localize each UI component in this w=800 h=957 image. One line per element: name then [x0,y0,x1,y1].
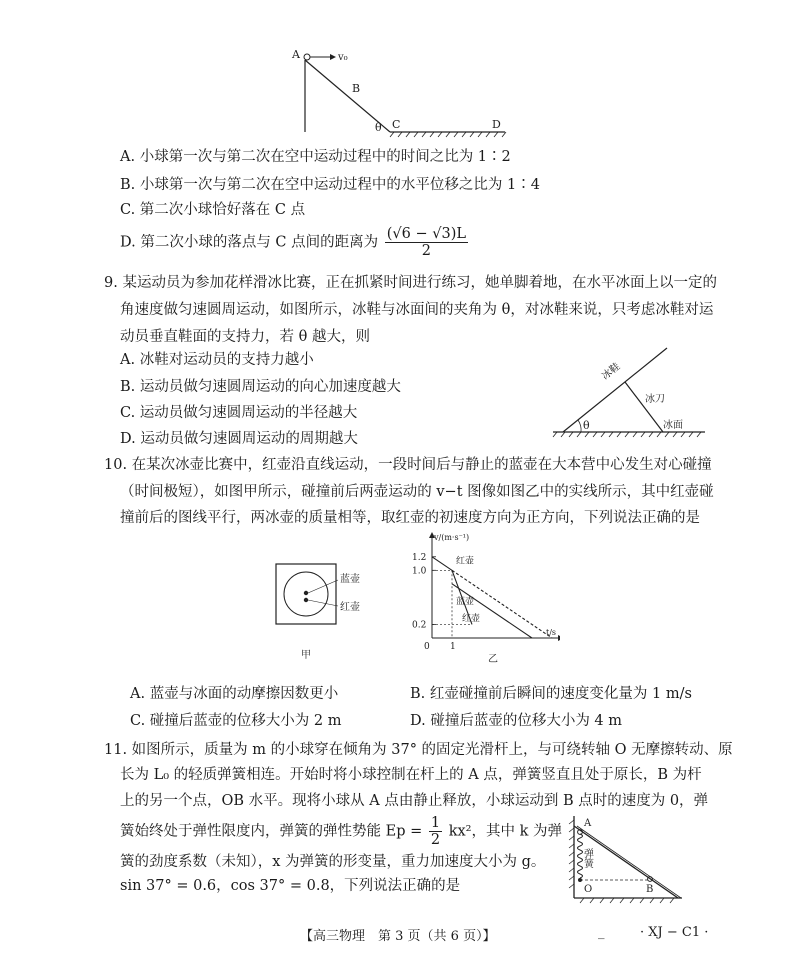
series-line-2 [452,584,532,638]
q10-jia-label-red: 红壶 [340,602,360,613]
page-footer-dash: _ [598,925,605,940]
q10-yi-caption: 乙 [488,654,498,665]
q10-stem-line2: （时间极短），如图甲所示，碰撞前后两壶运动的 v−t 图像如图乙中的实线所示，其中红壶碰 [120,484,714,500]
q10-option-a: A. 蓝壶与冰面的动摩擦因数更小 [130,686,339,702]
q11-line4-fraction [429,815,442,848]
q10-option-b: B. 红壶碰撞前后瞬间的速度变化量为 1 m/s [410,686,692,702]
q10-stem-line3: 撞前后的图线平行，两冰壶的质量相等，取红壶的初速度方向为正方向，下列说法正确的是 [120,510,700,526]
q8-label-a: A [292,48,300,61]
annotation-blue: 蓝壶 [456,597,475,608]
q11-fraction-numerator: 1 [430,815,441,831]
q9-label-skate: 冰鞋 [599,361,623,383]
q9-option-c: C. 运动员做匀速圆周运动的半径越大 [120,405,358,421]
y-tick-label: 1.0 [412,566,427,577]
q8-label-c: C [392,118,401,131]
q11-stem-line5: 簧的劲度系数（未知），x 为弹簧的形变量，重力加速度大小为 g。 [120,854,546,870]
q11-line4-prefix: 簧始终处于弹性限度内，弹簧的弹性势能 Ep = [120,823,423,840]
x-tick-label: 0 [424,642,430,652]
q8-label-d: D [492,118,501,131]
q11-line4-suffix: kx²，其中 k 为弹 [448,823,562,840]
q8-label-b: B [352,82,361,95]
q10-jia-label-blue: 蓝壶 [340,574,360,585]
y-axis-label: v/(m·s⁻¹) [434,533,470,542]
q10-stem-line1: 10. 在某次冰壶比赛中，红壶沿直线运动，一段时间后与静止的蓝壶在大本营中心发生对心碰撞 [104,457,712,473]
q9-option-a: A. 冰鞋对运动员的支持力越小 [120,352,314,368]
q9-label-ice: 冰面 [663,420,683,431]
q11-label-b: B [646,884,654,895]
q8-figure [290,42,520,142]
q9-stem-line1: 9. 某运动员为参加花样滑冰比赛，正在抓紧时间进行练习，她单脚着地，在水平冰面上以一定的 [104,275,717,291]
q9-label-blade: 冰刀 [645,394,665,405]
q8-option-d-prefix: D. 第二次小球的落点与 C 点间的距离为 [120,234,379,251]
page-footer-center: 【高三物理 第 3 页（共 6 页）】 [300,929,496,944]
q11-fraction-denominator: 2 [430,832,441,848]
q11-stem-line6: sin 37° = 0.6，cos 37° = 0.8，下列说法正确的是 [120,878,461,894]
q8-option-a: A. 小球第一次与第二次在空中运动过程中的时间之比为 1∶2 [120,149,511,165]
q11-figure [560,812,690,907]
page-footer-right: · XJ − C1 · [640,925,709,940]
q8-label-v0: v₀ [338,52,348,63]
q11-label-o: O [584,884,593,895]
q10-vt-chart [410,530,560,665]
y-tick-label: 0.2 [412,620,427,631]
q11-stem-line4 [120,815,562,848]
q9-option-b: B. 运动员做匀速圆周运动的向心加速度越大 [120,379,401,395]
q9-figure [545,340,715,445]
q9-stem-line3: 动员垂直鞋面的支持力，若 θ 越大，则 [120,329,370,345]
q8-option-d-numerator: (√6 − √3)L [386,226,466,242]
q11-label-spring: 弹簧 [581,848,593,868]
q8-option-b: B. 小球第一次与第二次在空中运动过程中的水平位移之比为 1∶4 [120,177,540,193]
q11-stem-line1: 11. 如图所示，质量为 m 的小球穿在倾角为 37° 的固定光滑杆上，与可绕转轴 O 无摩擦转动、原 [104,742,733,758]
q10-option-d: D. 碰撞后蓝壶的位移大小为 4 m [410,713,623,729]
q11-stem-line2: 长为 L₀ 的轻质弹簧相连。开始时将小球控制在杆上的 A 点，弹簧竖直且处于原长，B 为杆 [120,767,702,783]
q11-stem-line3: 上的另一个点，OB 水平。现将小球从 A 点由静止释放，小球运动到 B 点时的速度为 0，弹 [120,793,709,809]
q8-option-d [120,226,470,259]
x-tick-label: 1 [450,642,456,652]
q8-label-theta: θ [375,121,382,134]
x-axis-arrow [558,635,560,641]
q9-stem-line2: 角速度做匀速圆周运动，如图所示，冰鞋与冰面间的夹角为 θ，对冰鞋来说，只考虑冰鞋对运 [120,302,714,318]
q8-option-d-fraction [385,226,468,259]
q11-label-a: A [584,818,592,829]
q9-option-d: D. 运动员做匀速圆周运动的周期越大 [120,431,358,447]
q8-option-c: C. 第二次小球恰好落在 C 点 [120,202,306,218]
annotation-red-2: 红壶 [462,614,481,625]
q10-figure-jia [268,560,398,665]
q8-option-d-denominator: 2 [421,243,431,259]
q9-label-theta: θ [583,419,590,432]
q10-jia-caption: 甲 [301,650,311,661]
annotation-red-1: 红壶 [456,556,475,567]
q10-option-c: C. 碰撞后蓝壶的位移大小为 2 m [130,713,342,729]
y-tick-label: 1.2 [412,552,427,563]
x-axis-label: t/s [546,628,557,637]
